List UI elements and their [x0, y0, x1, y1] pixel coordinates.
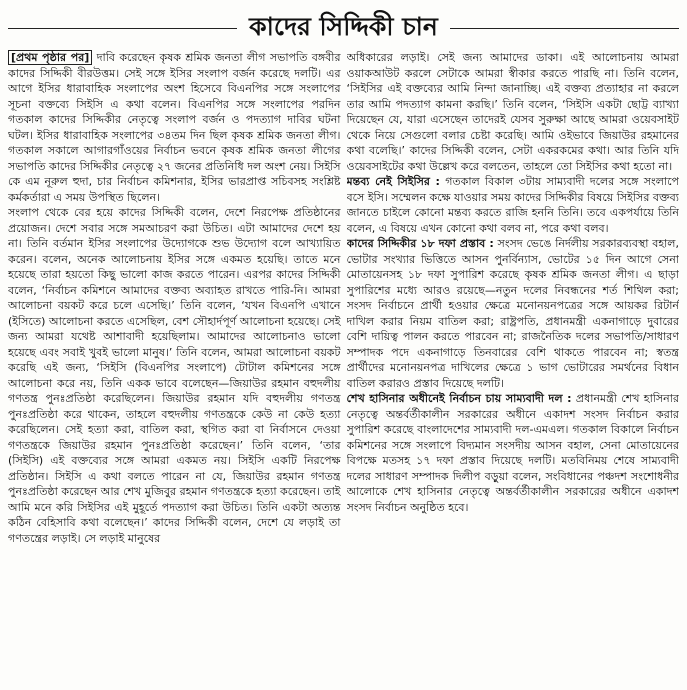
section-heading: শেখ হাসিনার অধীনেই নির্বাচন চায় সাম্যবাদী দল : [346, 392, 572, 405]
section-samyabadi-party [347, 391, 680, 515]
section-heading: মন্তব্য নেই সিইসির : [346, 175, 440, 188]
headline-rule-left [8, 28, 237, 29]
paragraph: সংলাপ থেকে বের হয়ে কাদের সিদ্দিকী বলেন, দেশে নিরপেক্ষ প্রতিষ্ঠানের প্রয়োজন। দেশে সবার সঙ্গে সমআচরণ করা উচিত। এটা আমাদের দেশে হয় না। তিনি বর্তমান ইসির সংলাপের উদ্যোগকে শুভ উদ্যোগ বলে আখ্যায়িত করেন। বলেন, অনেক আলোচনায় ইসির সঙ্গে একমত হয়েছি। তাতে মনে হয়েছে তারা হয়তো কিছু ভালো কাজ করতে পারেন। এরপর কাদের সিদ্দিকী বলেন, ‘নির্বাচন কমিশনে আমাদের বক্তব্য অব্যাহত রাখতে পারি-নি। আমরা আলোচনা বয়কট করে চলে এসেছি।’ তিনি বলেন, ‘যখন বিএনপি এখানে (ইসিতে) আলোচনা করতে এসেছিল, বেশ সৌহার্দপূর্ণ আলোচনা হয়েছে। সেই জন্য আমরা যথেষ্ট আশাবাদী হয়েছিলাম। আমাদের আলোচনাও ভালো হয়েছে এবং সবাই খুবই ভালো মানুষ।’ তিনি বলেন, আমরা আলোচনা বয়কট করেছি এই জন্য, ‘সিইসি (বিএনপির সংলাপে) টোটাল কমিশনের সঙ্গে আলোচনা করে নয়, তিনি একক ভাবে বলেছেন—জিয়াউর রহমান বহুদলীয় গণতন্ত্র পুনঃপ্রতিষ্ঠা করেছিলেন। জিয়াউর রহমান যদি বহুদলীয় গণতন্ত্র পুনঃপ্রতিষ্ঠা করে থাকেন, তাহলে বহুদলীয় গণতন্ত্রকে কেউ না কেউ হত্যা করেছিলেন। সেই হত্যা করা, বাতিল করা, স্থগিত করা বা নির্বাসনে দেওয়া গণতন্ত্রকে জিয়াউর রহমান পুনঃপ্রতিষ্ঠা করেছেন।’ তিনি বলেন, ‘তার (সিইসি) এই বক্তব্যের সঙ্গে আমরা একমত নয়। সিইসি একটি নিরপেক্ষ প্রতিষ্ঠান। সিইসি এ কথা বলতে পারেন না যে, জিয়াউর রহমান গণতন্ত্র পুনঃপ্রতিষ্ঠা করেছেন আর শেখ মুজিবুর রহমান গণতন্ত্রকে হত্যা করেছেন। তাই আমি মনে করি সিইসির এই মুহূর্তে পদত্যাগ করা উচিত। তিনি একটা অত্যন্ত কঠিন বেহিসাবি কথা বলেছেন।’ কাদের সিদ্দিকী বলেন, দেশে যে লড়াই তা গণতন্ত্রের লড়াই। সে লড়াই মানুষের [8, 206, 341, 545]
section-body: গতকাল বিকাল ৩টায় সাম্যবাদী দলের সঙ্গে সংলাপে বসে ইসি। সম্মেলন কক্ষে যাওয়ার সময় কাদের সিদ্দিকীর বিষয়ে সিইসির বক্তব্য জানতে চাইলে কোনো মন্তব্য করতে রাজি হননি তিনি। তবে একপর্যায়ে তিনি বলেন, এ বিষয়ে এখন কোনো কথা বলব না, পরে কথা বলব। [346, 175, 679, 235]
headline: কাদের সিদ্দিকী চান [249, 11, 438, 41]
section-18-point-proposal [347, 236, 680, 391]
paragraph [8, 50, 341, 205]
section-body: প্রধানমন্ত্রী শেখ হাসিনার নেতৃত্বে অন্তর্বর্তীকালীন সরকারের অধীনে একাদশ সংসদ নির্বাচন করার সুপারিশ করেছে বাংলাদেশের সাম্যবাদী দল-এমএল। গতকাল বিকালে নির্বাচন কমিশনের সঙ্গে সংলাপে বিদ্যমান সংসদীয় আসন বহাল, সেনা মোতায়েনের বিপক্ষে মতসহ ১৭ দফা প্রস্তাব দিয়েছে দলটি। মতবিনিময় শেষে সাম্যবাদী দলের সাধারণ সম্পাদক দিলীপ বড়ুয়া বলেন, সংবিধানের পঞ্চদশ সংশোধনীর আলোকে শেখ হাসিনার নেতৃত্বে অন্তর্বর্তীকালীন সরকারের অধীনে একাদশ সংসদ নির্বাচন অনুষ্ঠিত হবে। [346, 392, 679, 514]
paragraph-text: দাবি করেছেন কৃষক শ্রমিক জনতা লীগ সভাপতি বঙ্গবীর কাদের সিদ্দিকী বীরউত্তম। সেই সঙ্গে ইসির সংলাপ বর্জন করেছে দলটি। এর আগে ইসির ধারাবাহিক সংলাপের অংশ হিসেবে বিএনপির সঙ্গে সংলাপের সূচনা বক্তব্যে সিইসি এ কথা বলেন। বিএনপির সঙ্গে সংলাপের পরদিন গতকাল কাদের সিদ্দিকীর নেতৃত্বে সংলাপ বর্জন ও পদত্যাগ দাবির ঘটনা ঘটল। ইসির ধারাবাহিক সংলাপের ৩৪তম দিন ছিল কৃষক শ্রমিক জনতা লীগ। গতকাল সকালে আগারগাঁওয়ের নির্বাচন ভবনে কৃষক শ্রমিক জনতা লীগের সভাপতি কাদের সিদ্দিকীর নেতৃত্বে ২৭ জনের প্রতিনিধি দল অংশ নেয়। সিইসি কে এম নূরুল হুদা, চার নির্বাচন কমিশনার, ইসির ভারপ্রাপ্ত সচিবসহ সংশ্লিষ্ট কর্মকর্তারা এ সময় উপস্থিত ছিলেন। [8, 51, 341, 204]
paragraph: অধিকারের লড়াই। সেই জন্য আমাদের ডাকা। এই আলোচনায় আমরা ওয়াকআউট করলে সেটাকে আমরা স্বীকার করতে পারছি না। তিনি বলেন, ‘সিইসির এই বক্তব্যের আমি নিন্দা জানাচ্ছি। এই বক্তব্য প্রত্যাহার না করলে তার আমি পদত্যাগ কামনা করছি।’ তিনি বলেন, ‘সিইসি একটা ছোট্ট ব্যাখ্যা দিয়েছেন যে, যারা এসেছেন তাদেরই যেসব সুরুক্ষা আছে আমরা ওয়েবসাইট থেকে নিয়ে সেগুলো বলার চেষ্টা করেছি। আমি ওইভাবে জিয়াউর রহমানের কথা বলেছি।’ কাদের সিদ্দিকী বলেন, সেটা একরকমের কথা। আর তিনি যদি ওয়েবসাইটের কথা উল্লেখ করে বলতেন, তাহলে তো সিইসির কথা হতো না। [346, 51, 679, 173]
section-heading: কাদের সিদ্দিকীর ১৮ দফা প্রস্তাব : [346, 237, 494, 250]
section-body: সংসদ ভেঙে নির্দলীয় সরকারব্যবস্থা বহাল, ভোটার সংখ্যার ভিত্তিতে আসন পুনর্বিন্যাস, ভোটের ১৫ দিন আগে সেনা মোতায়েনসহ ১৮ দফা সুপারিশ করেছে কৃষক শ্রমিক জনতা লীগ। এ ছাড়া সুপারিশের মধ্যে আরও রয়েছে—নতুন দলের নিবন্ধনের শর্ত শিথিল করা; সংসদ নির্বাচনে প্রার্থী হওয়ার ক্ষেত্রে মনোনয়নপত্রের সঙ্গে আয়কর রিটার্ন দাখিল করার নিয়ম বাতিল করা; রাষ্ট্রপতি, প্রধানমন্ত্রী একনাগাড়ে দুবারের বেশি দায়িত্ব পালন করতে পারবেন না; রাজনৈতিক দলের সভাপতি/সাধারণ সম্পাদক পদে একনাগাড়ে তিনবারের বেশি থাকতে পারবেন না; স্বতন্ত্র প্রার্থীদের মনোনয়নপত্র দাখিলের ক্ষেত্রে ১ ভাগ ভোটারের সমর্থনের বিধান বাতিল করারও প্রস্তাব দিয়েছে দলটি। [346, 237, 679, 390]
column-right [347, 50, 680, 682]
headline-rule-right [450, 28, 679, 29]
continued-from-label: [প্রথম পৃষ্ঠার পর] [8, 50, 92, 65]
article-columns [8, 50, 679, 682]
section-no-comment [347, 174, 680, 236]
column-left [8, 50, 341, 682]
headline-row [8, 6, 679, 50]
